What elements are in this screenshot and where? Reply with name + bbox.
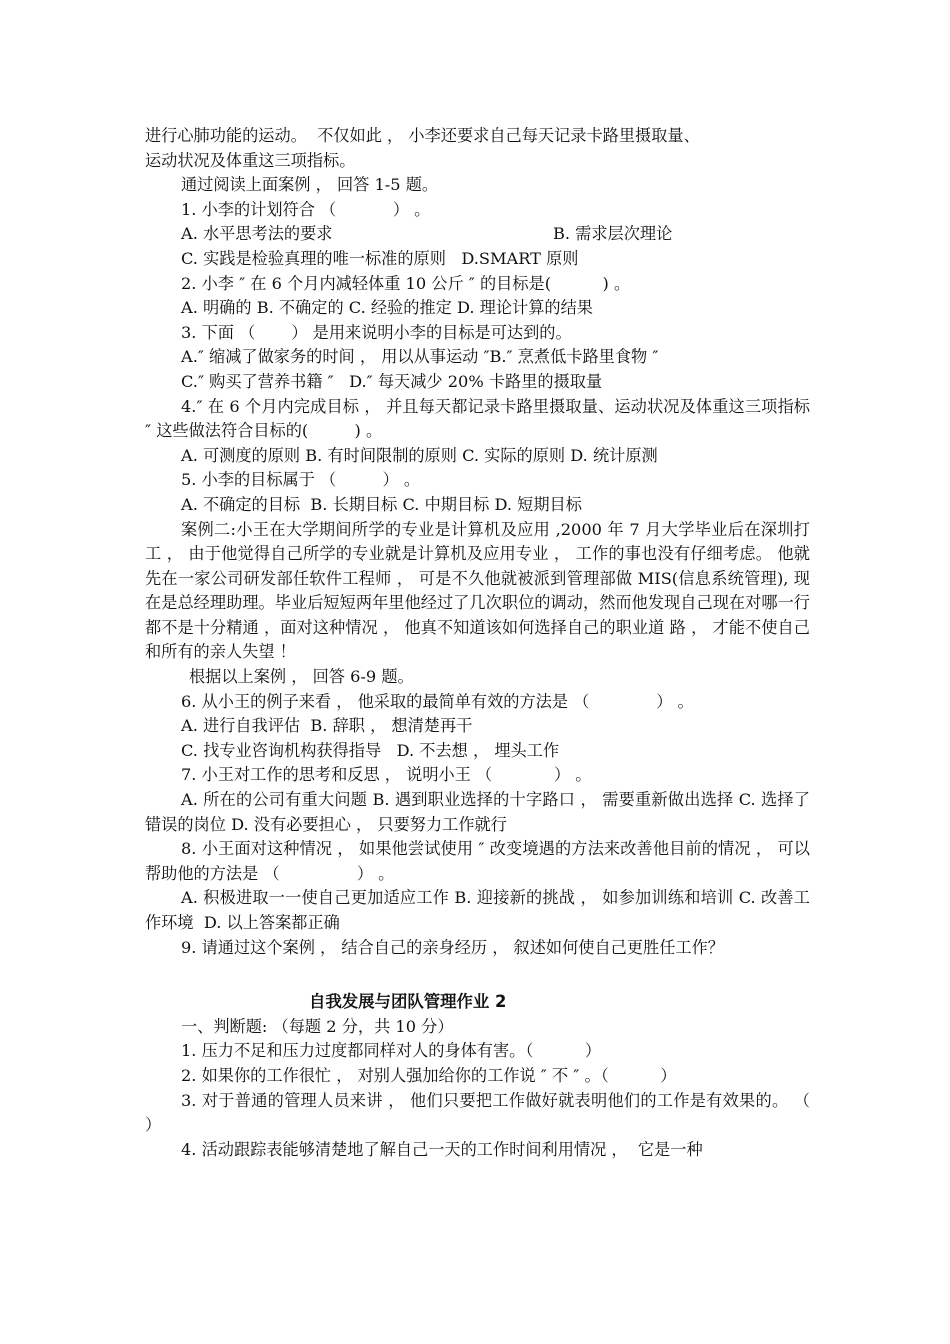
question-3: 3. 下面 （ ） 是用来说明小李的目标是可达到的。 [181, 322, 572, 342]
question-4: 4.″ 在 6 个月内完成目标 ， 并且每天都记录卡路里摄取量、运动状况及体重这三项指标 ″ 这些做法符合目标的( ) 。 [145, 396, 816, 441]
question-3-options: A.″ 缩减了做家务的时间 ， 用以从事运动 ″B.″ 烹煮低卡路里食物 ″ [181, 347, 659, 367]
text-line: 进行心肺功能的运动。 不仅如此 ， 小李还要求自己每天记录卡路里摄取量、 [145, 126, 700, 145]
question-6: 6. 从小王的例子来看 ， 他采取的最简单有效的方法是 （ ） 。 [181, 691, 694, 711]
question-7-options: A. 所在的公司有重大问题 B. 遇到职业选择的十字路口 ， 需要重新做出选择 C. 选择了错误的岗位 D. 没有必要担心 ， 只要努力工作就行 [145, 790, 810, 834]
text-line: 运动状况及体重这三项指标。 [145, 150, 356, 170]
instruction-line: 根据以上案例 ， 回答 6-9 题。 [189, 667, 414, 687]
option-b: B. 需求层次理论 [553, 224, 673, 244]
question-7: 7. 小王对工作的思考和反思 ， 说明小王 （ ） 。 [181, 765, 592, 785]
section-heading: 一、判断题: （每题 2 分，共 10 分） [181, 1016, 454, 1036]
document-page [145, 124, 862, 1162]
option-a: A. 水平思考法的要求 [181, 224, 333, 244]
true-false-question-3: 3. 对于普通的管理人员来讲 ， 他们只要把工作做好就表明他们的工作是有效果的。 （ ） [145, 1090, 862, 1135]
true-false-question-4: 4. 活动跟踪表能够清楚地了解自己一天的工作时间利用情况 ， 它是一种 [181, 1139, 703, 1159]
question-9: 9. 请通过这个案例 ， 结合自己的亲身经历 ， 叙述如何使自己更胜任工作？ [181, 937, 724, 957]
question-1-options: C. 实践是检验真理的唯一标准的原则 D.SMART 原则 [181, 248, 579, 268]
question-2-options: A. 明确的 B. 不确定的 C. 经验的推定 D. 理论计算的结果 [181, 298, 593, 318]
question-6-options: C. 找专业咨询机构获得指导 D. 不去想 ， 埋头工作 [181, 740, 560, 760]
question-8: 8. 小王面对这种情况 ， 如果他尝试使用 ″ 改变境遇的方法来改善他目前的情况 ， 可以帮助他的方法是 （ ） 。 [145, 839, 810, 883]
true-false-question-2: 2. 如果你的工作很忙 ， 对别人强加给你的工作说 ″ 不 ″ 。（ ） [181, 1065, 677, 1085]
assignment-title: 自我发展与团队管理作业 2 [309, 992, 507, 1012]
question-6-options: A. 进行自我评估 B. 辞职 ， 想清楚再干 [181, 716, 473, 736]
question-5: 5. 小李的目标属于 （ ） 。 [181, 470, 421, 490]
instruction-line: 通过阅读上面案例 ， 回答 1-5 题。 [181, 175, 439, 195]
question-8-options: A. 积极进取一一使自己更加适应工作 B. 迎接新的挑战 ， 如参加训练和培训 C. 改善工作环境 D. 以上答案都正确 [145, 888, 810, 932]
question-4-options: A. 可测度的原则 B. 有时间限制的原则 C. 实际的原则 D. 统计原测 [181, 445, 658, 465]
question-1: 1. 小李的计划符合 （ ） 。 [181, 199, 431, 219]
question-3-options: C.″ 购买了营养书籍 ″ D.″ 每天减少 20% 卡路里的摄取量 [181, 371, 603, 391]
question-2: 2. 小李 ″ 在 6 个月内减轻体重 10 公斤 ″ 的目标是( ) 。 [181, 273, 631, 293]
case-two-paragraph: 案例二:小王在大学期间所学的专业是计算机及应用 ,2000 年 7 月大学毕业后在深圳打工 ， 由于他觉得自己所学的专业就是计算机及应用专业 ， 工作的事也没有仔细考虑。 他就先在一家公司研发部任软件工程师 ， 可是不久他就被派到管理部做 MIS(信息系统管理), 现在是总经理助理。毕业后短短两年里他经过了几次职位的调动，然而他发现自己现在对哪一行都不是十分精通 ，面对这种情况 ， 他真不知道该如何选择自己的职业道 路 ， 才能不使自己和所有的亲人失望 ！ [145, 519, 810, 662]
true-false-question-1: 1. 压力不足和压力过度都同样对人的身体有害。（ ） [181, 1041, 602, 1061]
question-5-options: A. 不确定的目标 B. 长期目标 C. 中期目标 D. 短期目标 [181, 494, 582, 514]
question-1-options-row [145, 222, 810, 247]
